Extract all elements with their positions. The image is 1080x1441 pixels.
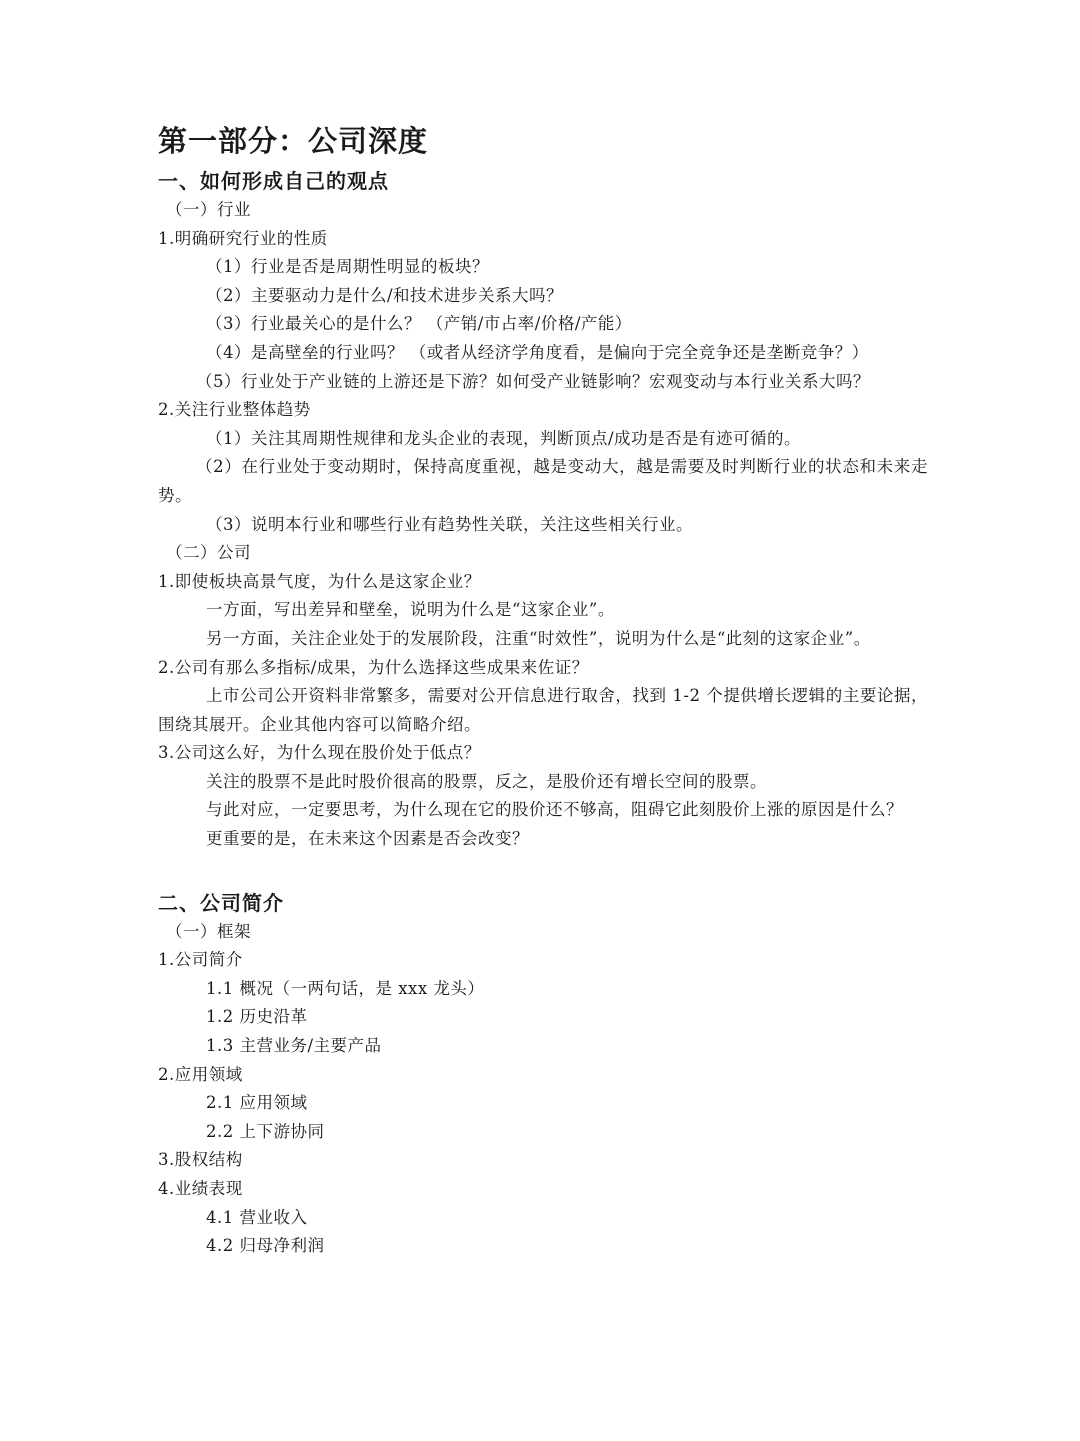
paragraph: 上市公司公开资料非常繁多，需要对公开信息进行取舍，找到 1-2 个提供增长逻辑的主要论据，围绕其展开。企业其他内容可以简略介绍。: [158, 686, 928, 734]
outline-item-4: 4.业绩表现: [158, 1179, 243, 1198]
outline-subitem: 2.1 应用领域: [206, 1093, 308, 1113]
company-question-3: 3.公司这么好，为什么现在股价处于低点？: [158, 743, 481, 763]
subsection-framework-heading: （一）框架: [166, 921, 251, 941]
outline-item-1: 1.公司简介: [158, 950, 243, 970]
list-item: （3）行业最关心的是什么？ （产销/市占率/价格/产能）: [206, 314, 632, 334]
list-item: （2）在行业处于变动期时，保持高度重视，越是变动大，越是需要及时判断行业的状态和未来走势。: [158, 457, 928, 505]
list-item: （1）行业是否是周期性明显的板块？: [206, 257, 489, 277]
question-1-heading: 1.明确研究行业的性质: [158, 228, 328, 248]
outline-item-2: 2.应用领域: [158, 1064, 243, 1084]
paragraph: 与此对应，一定要思考，为什么现在它的股价还不够高，阻碍它此刻股价上涨的原因是什么？: [206, 800, 903, 820]
subsection-industry-heading: （一）行业: [166, 200, 251, 219]
company-question-1: 1.即使板块高景气度，为什么是这家企业？: [158, 571, 481, 591]
paragraph: 关注的股票不是此时股价很高的股票，反之，是股价还有增长空间的股票。: [206, 771, 767, 791]
outline-subitem: 4.2 归母净利润: [206, 1236, 325, 1256]
outline-subitem: 1.3 主营业务/主要产品: [206, 1036, 382, 1056]
question-2-heading: 2.关注行业整体趋势: [158, 400, 311, 420]
section1-heading: 一、如何形成自己的观点: [158, 169, 389, 193]
paragraph: 另一方面，关注企业处于的发展阶段，注重“时效性”，说明为什么是“此刻的这家企业”。: [206, 628, 871, 648]
list-item: （3）说明本行业和哪些行业有趋势性关联，关注这些相关行业。: [206, 514, 693, 534]
list-item: （4）是高壁垒的行业吗？ （或者从经济学角度看，是偏向于完全竞争还是垄断竞争？）: [206, 342, 869, 362]
outline-subitem: 1.2 历史沿革: [206, 1007, 308, 1027]
company-question-2: 2.公司有那么多指标/成果，为什么选择这些成果来佐证？: [158, 657, 589, 677]
outline-item-3: 3.股权结构: [158, 1150, 243, 1170]
paragraph: 一方面，写出差异和壁垒，说明为什么是“这家企业”。: [206, 600, 615, 620]
document-page: [158, 118, 928, 1261]
outline-subitem: 1.1 概况（一两句话，是 xxx 龙头）: [206, 978, 485, 998]
page-title: 第一部分：公司深度: [158, 124, 429, 158]
outline-subitem: 4.1 营业收入: [206, 1207, 308, 1227]
section2-heading: 二、公司简介: [158, 890, 284, 915]
outline-subitem: 2.2 上下游协同: [206, 1121, 325, 1141]
list-item: （5）行业处于产业链的上游还是下游？如何受产业链影响？宏观变动与本行业关系大吗？: [196, 371, 870, 391]
paragraph: 更重要的是，在未来这个因素是否会改变？: [206, 829, 529, 849]
subsection-company-heading: （二）公司: [166, 543, 251, 563]
list-item: （2）主要驱动力是什么/和技术进步关系大吗？: [206, 285, 564, 305]
list-item: （1）关注其周期性规律和龙头企业的表现，判断顶点/成功是否是有迹可循的。: [206, 428, 802, 448]
